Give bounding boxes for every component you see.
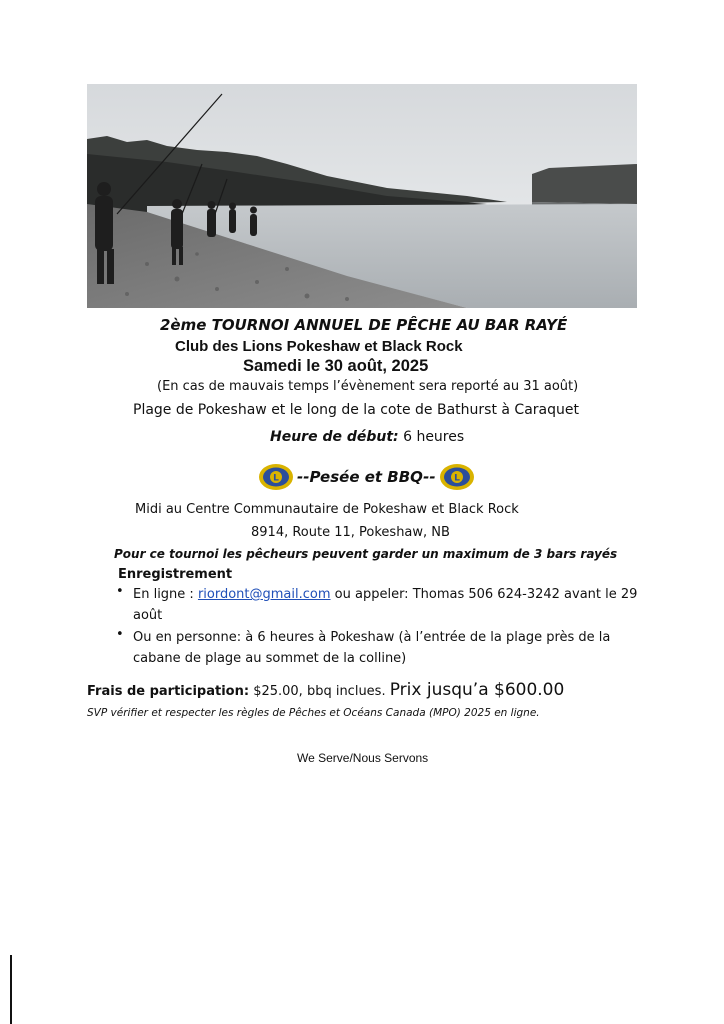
start-time <box>270 429 464 445</box>
registration-heading: Enregistrement <box>118 567 233 582</box>
noon-location: Midi au Centre Communautaire de Pokeshaw et Black Rock <box>135 502 519 517</box>
email-link[interactable]: riordont@gmail.com <box>197 587 331 602</box>
scan-edge-line <box>10 955 12 1024</box>
start-value: 6 heures <box>398 429 465 445</box>
fees-label: Frais de participation: <box>87 684 250 699</box>
list-item-in-person: Ou en personne: à 6 heures à Pokeshaw (à l’entrée de la plage près de la cabane de plage au sommet de la colline) <box>133 630 611 666</box>
svg-text:L: L <box>453 473 460 484</box>
weigh-in-row <box>258 462 475 492</box>
fees-value: $25.00, bbq inclues. <box>249 684 390 699</box>
start-label: Heure de début: <box>270 429 399 445</box>
lions-logo-icon <box>439 462 475 492</box>
fishing-beach-photo <box>87 84 637 308</box>
list-item-online <box>133 584 653 626</box>
club-name: Club des Lions Pokeshaw et Black Rock <box>175 338 463 355</box>
bullet-icon: • <box>116 584 124 599</box>
online-prefix: En ligne : <box>133 587 198 602</box>
lions-motto: We Serve/Nous Servons <box>297 751 429 765</box>
verify-note: SVP vérifier et respecter les règles de Pêches et Océans Canada (MPO) 2025 en ligne. <box>87 707 540 719</box>
fees-line <box>87 680 564 700</box>
online-suffix: ou appeler: Thomas 506 624-3242 avant le 29 août <box>133 587 638 623</box>
event-date: Samedi le 30 août, 2025 <box>243 357 429 375</box>
svg-text:L: L <box>273 473 279 484</box>
event-location: Plage de Pokeshaw et le long de la cote de Bathurst à Caraquet <box>133 402 579 418</box>
prize-text: Prix jusqu’a $600.00 <box>389 680 565 700</box>
lions-logo-icon <box>258 462 294 492</box>
keep-rule: Pour ce tournoi les pêcheurs peuvent garder un maximum de 3 bars rayés <box>114 547 618 561</box>
bullet-icon: • <box>116 627 124 642</box>
weigh-in-heading: --Pesée et BBQ-- <box>297 468 436 486</box>
weather-note: (En cas de mauvais temps l’évènement sera reporté au 31 août) <box>157 379 579 394</box>
address: 8914, Route 11, Pokeshaw, NB <box>251 525 450 540</box>
event-title: 2ème TOURNOI ANNUEL DE PÊCHE AU BAR RAYÉ <box>160 316 568 334</box>
